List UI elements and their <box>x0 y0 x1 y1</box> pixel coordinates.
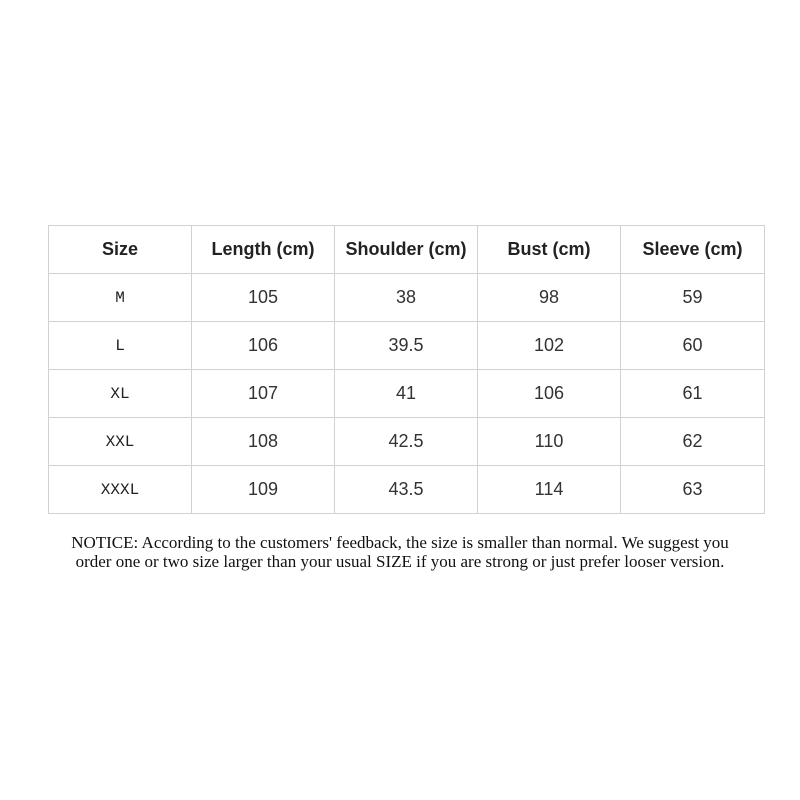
bust-cell: 106 <box>478 370 621 418</box>
length-cell: 109 <box>192 466 335 514</box>
table-row <box>49 274 765 322</box>
table-header-row <box>49 226 765 274</box>
length-cell: 107 <box>192 370 335 418</box>
bust-cell: 114 <box>478 466 621 514</box>
size-cell: XL <box>49 370 192 418</box>
bust-cell: 110 <box>478 418 621 466</box>
size-notice <box>10 533 790 571</box>
header-size: Size <box>49 226 192 274</box>
sleeve-cell: 59 <box>621 274 765 322</box>
size-cell: M <box>49 274 192 322</box>
table-row <box>49 466 765 514</box>
table-row <box>49 370 765 418</box>
size-cell: XXXL <box>49 466 192 514</box>
shoulder-cell: 42.5 <box>335 418 478 466</box>
header-sleeve: Sleeve (cm) <box>621 226 765 274</box>
size-cell: XXL <box>49 418 192 466</box>
bust-cell: 102 <box>478 322 621 370</box>
length-cell: 108 <box>192 418 335 466</box>
sleeve-cell: 61 <box>621 370 765 418</box>
shoulder-cell: 43.5 <box>335 466 478 514</box>
size-cell: L <box>49 322 192 370</box>
header-length: Length (cm) <box>192 226 335 274</box>
sleeve-cell: 63 <box>621 466 765 514</box>
notice-line-1: NOTICE: According to the customers' feedback, the size is smaller than normal. We suggest you <box>71 533 729 552</box>
length-cell: 106 <box>192 322 335 370</box>
shoulder-cell: 41 <box>335 370 478 418</box>
length-cell: 105 <box>192 274 335 322</box>
shoulder-cell: 38 <box>335 274 478 322</box>
sleeve-cell: 62 <box>621 418 765 466</box>
sleeve-cell: 60 <box>621 322 765 370</box>
table-row <box>49 322 765 370</box>
size-chart-table <box>48 225 765 514</box>
notice-line-2: order one or two size larger than your usual SIZE if you are strong or just prefer looser version. <box>75 552 725 571</box>
header-shoulder: Shoulder (cm) <box>335 226 478 274</box>
header-bust: Bust (cm) <box>478 226 621 274</box>
shoulder-cell: 39.5 <box>335 322 478 370</box>
bust-cell: 98 <box>478 274 621 322</box>
table-row <box>49 418 765 466</box>
